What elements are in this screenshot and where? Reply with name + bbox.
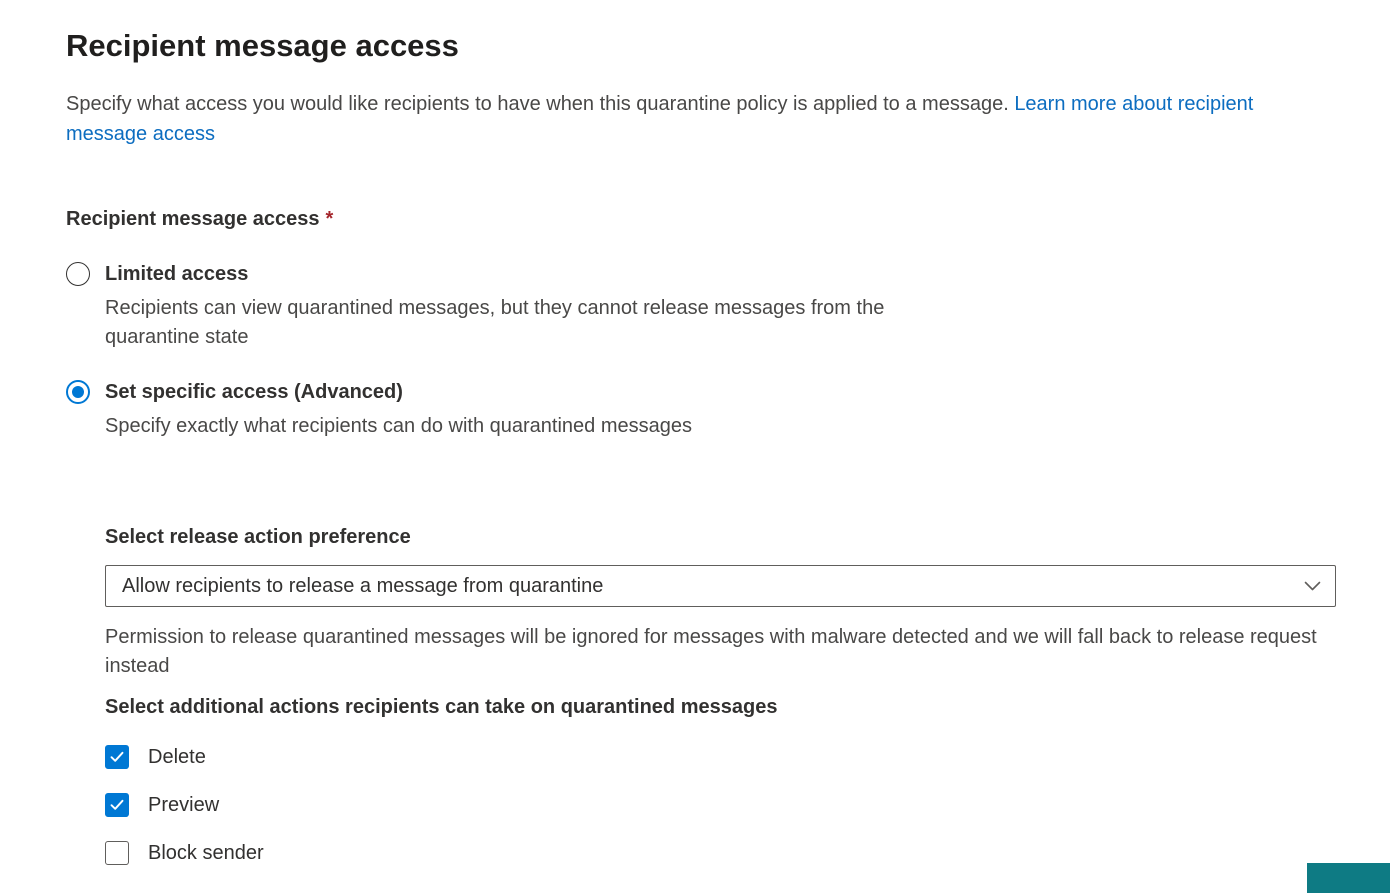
release-action-note: Permission to release quarantined messages will be ignored for messages with malware detected and we will fall back to release request instead — [105, 626, 1317, 677]
radio-option-label: Set specific access (Advanced) — [105, 381, 403, 403]
checkbox-label-preview: Preview — [148, 794, 220, 816]
radio-button-set-specific-access[interactable] — [66, 380, 90, 404]
release-action-label: Select release action preference — [105, 526, 411, 548]
checkbox-label-delete: Delete — [148, 746, 206, 768]
checkbox-row-delete[interactable] — [105, 745, 1336, 769]
checkmark-icon — [110, 799, 124, 811]
learn-more-link[interactable]: Learn more about recipient message access — [66, 93, 1254, 145]
release-action-dropdown[interactable] — [105, 565, 1336, 607]
checkbox-row-preview[interactable] — [105, 793, 1336, 817]
checkbox-preview[interactable] — [105, 793, 129, 817]
radio-button-limited-access[interactable] — [66, 262, 90, 286]
advanced-access-section — [105, 525, 1336, 865]
checkbox-delete[interactable] — [105, 745, 129, 769]
radio-option-set-specific-access[interactable] — [66, 380, 1336, 441]
checkbox-block-sender[interactable] — [105, 841, 129, 865]
page-description — [66, 89, 1336, 149]
radio-option-label: Limited access — [105, 263, 249, 285]
access-field-label-text: Recipient message access — [66, 208, 320, 230]
release-action-selected-value: Allow recipients to release a message from quarantine — [122, 574, 604, 597]
description-text: Specify what access you would like recipients to have when this quarantine policy is applied to a message. — [66, 93, 1015, 115]
chevron-down-icon[interactable] — [1304, 581, 1321, 592]
radio-option-description: Recipients can view quarantined messages, but they cannot release messages from the quarantine state — [105, 297, 885, 348]
feedback-button[interactable] — [1307, 863, 1390, 893]
required-asterisk: * — [325, 208, 334, 230]
access-field-label — [66, 207, 1336, 231]
radio-option-limited-access[interactable] — [66, 262, 1336, 352]
radio-option-texts — [105, 380, 692, 441]
checkbox-row-block-sender[interactable] — [105, 841, 1336, 865]
checkmark-icon — [110, 751, 124, 763]
radio-option-texts — [105, 262, 885, 352]
radio-option-description: Specify exactly what recipients can do with quarantined messages — [105, 415, 692, 437]
additional-actions-label: Select additional actions recipients can take on quarantined messages — [105, 696, 778, 718]
page-title: Recipient message access — [66, 28, 459, 63]
checkbox-label-block-sender: Block sender — [148, 842, 264, 864]
